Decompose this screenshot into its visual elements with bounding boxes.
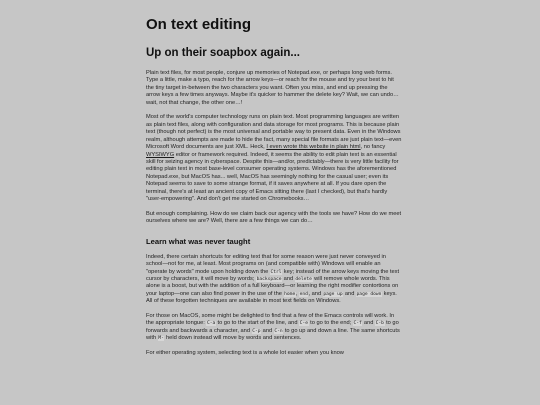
paragraph-selecting-text: For either operating system, selecting text is a whole lot easier when you know xyxy=(146,349,344,356)
key-page-down: page down xyxy=(356,291,382,297)
text-span: Most of the world's computer technology runs on plain text. Most programming languages are written as plain text files, along with configuration and data storage for most programs. This is because plain text (though not perfect) is the most universal and portable way to present data. Even in the Windows realm, although attempts are made to hide the fact, many special file formats are just plain text—even Microsoft Word documents are just XML. Heck, xyxy=(146,114,402,151)
paragraph-windows-shortcuts xyxy=(146,254,402,306)
key-c-p: C-p xyxy=(252,328,261,334)
key-home: home xyxy=(284,291,296,297)
key-c-n: C-n xyxy=(274,328,283,334)
key-c-b: C-b xyxy=(375,321,384,327)
paragraph-complaining: But enough complaining. How do we claim back our agency with the tools we have? How do we meet ourselves where we are? Well, there are a few things we can do… xyxy=(146,210,402,225)
key-backspace: backspace xyxy=(256,276,282,282)
wysiwyg-link[interactable]: WYSIWYG xyxy=(146,151,175,158)
text-span: to go to the start of the line, and xyxy=(215,320,300,327)
key-c-e: C-e xyxy=(299,321,308,327)
article xyxy=(146,0,402,357)
key-end: end xyxy=(299,291,308,297)
text-span: and xyxy=(282,275,295,282)
key-ctrl: Ctrl xyxy=(270,269,282,275)
paragraph-intro: Plain text files, for most people, conjure up memories of Notepad.exe, or perhaps long web forms. Type a little, make a typo, reach for the arrow keys—or reach for the mouse and try your best to hit the tiny target in-between the two characters you want. Often you miss, and end up pressing the arrow keys a few times anyways. Maybe it's quicker to hammer the delete key? Wait, we can undo… wait, not that change, the other one…! xyxy=(146,70,399,106)
text-span: For those on MacOS, some might be delighted to find that a few of the Emacs controls will work. In the appropriate tongue: xyxy=(146,312,395,327)
key-page-up: page up xyxy=(323,291,343,297)
text-span: key; instead of the arrow keys moving the text cursor by characters, it will move by words; xyxy=(146,268,400,282)
key-c-a: C-a xyxy=(207,321,216,327)
text-span: editor or framework required. Indeed, it seems the ability to edit plain text is an essential skill for seizing agency in cyberspace. Despite this—and/or, predictably—there is very little facility for editing plain text in most base-level consumer operating systems. Windows has the aforementioned Notepad.exe, but MacOS has... well, MacOS has seemingly nothing for the casual user; even its Notepad seems to save to some strange format, if it saves anywhere at all. If you dare open the terminal, there's at least an ancient copy of Emacs sitting there (last I checked), but that's hardly "user-empowering". And don't get me started on Chromebooks… xyxy=(146,151,399,203)
text-span: and xyxy=(343,290,356,297)
text-span: , and xyxy=(308,290,323,297)
text-span: Indeed, there certain shortcuts for editing text that for some reason were just never conveyed in school—not for me, at least. Most programs on (and compatible with) Windows will enable an "operate by words" mode upon holding down the xyxy=(146,253,386,275)
paragraph-plain-text xyxy=(146,114,402,203)
text-span: to go forwards and backwards a character, and xyxy=(146,320,399,334)
paragraph-macos-shortcuts xyxy=(146,313,402,343)
text-span: held down instead will move by words and sentences. xyxy=(164,335,302,342)
text-span: will remove whole words. This alone is a boost, but with the addition of a full keyboard—or learning the right modifier contortions on your laptop—one can also find power in the use of the xyxy=(146,275,399,297)
page-title: On text editing xyxy=(146,16,251,33)
key-c-f: C-f xyxy=(353,321,362,327)
key-delete: delete xyxy=(295,276,312,282)
text-span: to go to the end; xyxy=(308,320,353,327)
text-span: and xyxy=(261,327,274,334)
text-span: to go up and down a line. The same shortcuts with xyxy=(146,327,400,342)
text-span: , no fancy xyxy=(360,144,386,151)
key-m: M- xyxy=(158,336,164,342)
page-subtitle: Up on their soapbox again... xyxy=(146,47,300,59)
text-span: and xyxy=(362,320,375,327)
text-span: , xyxy=(295,290,299,297)
plain-html-link[interactable]: I even wrote this website in plain html xyxy=(266,144,361,151)
text-span: keys. All of these forgotten techniques are available in most text fields on Windows. xyxy=(146,290,397,305)
section-heading: Learn what was never taught xyxy=(146,236,251,246)
